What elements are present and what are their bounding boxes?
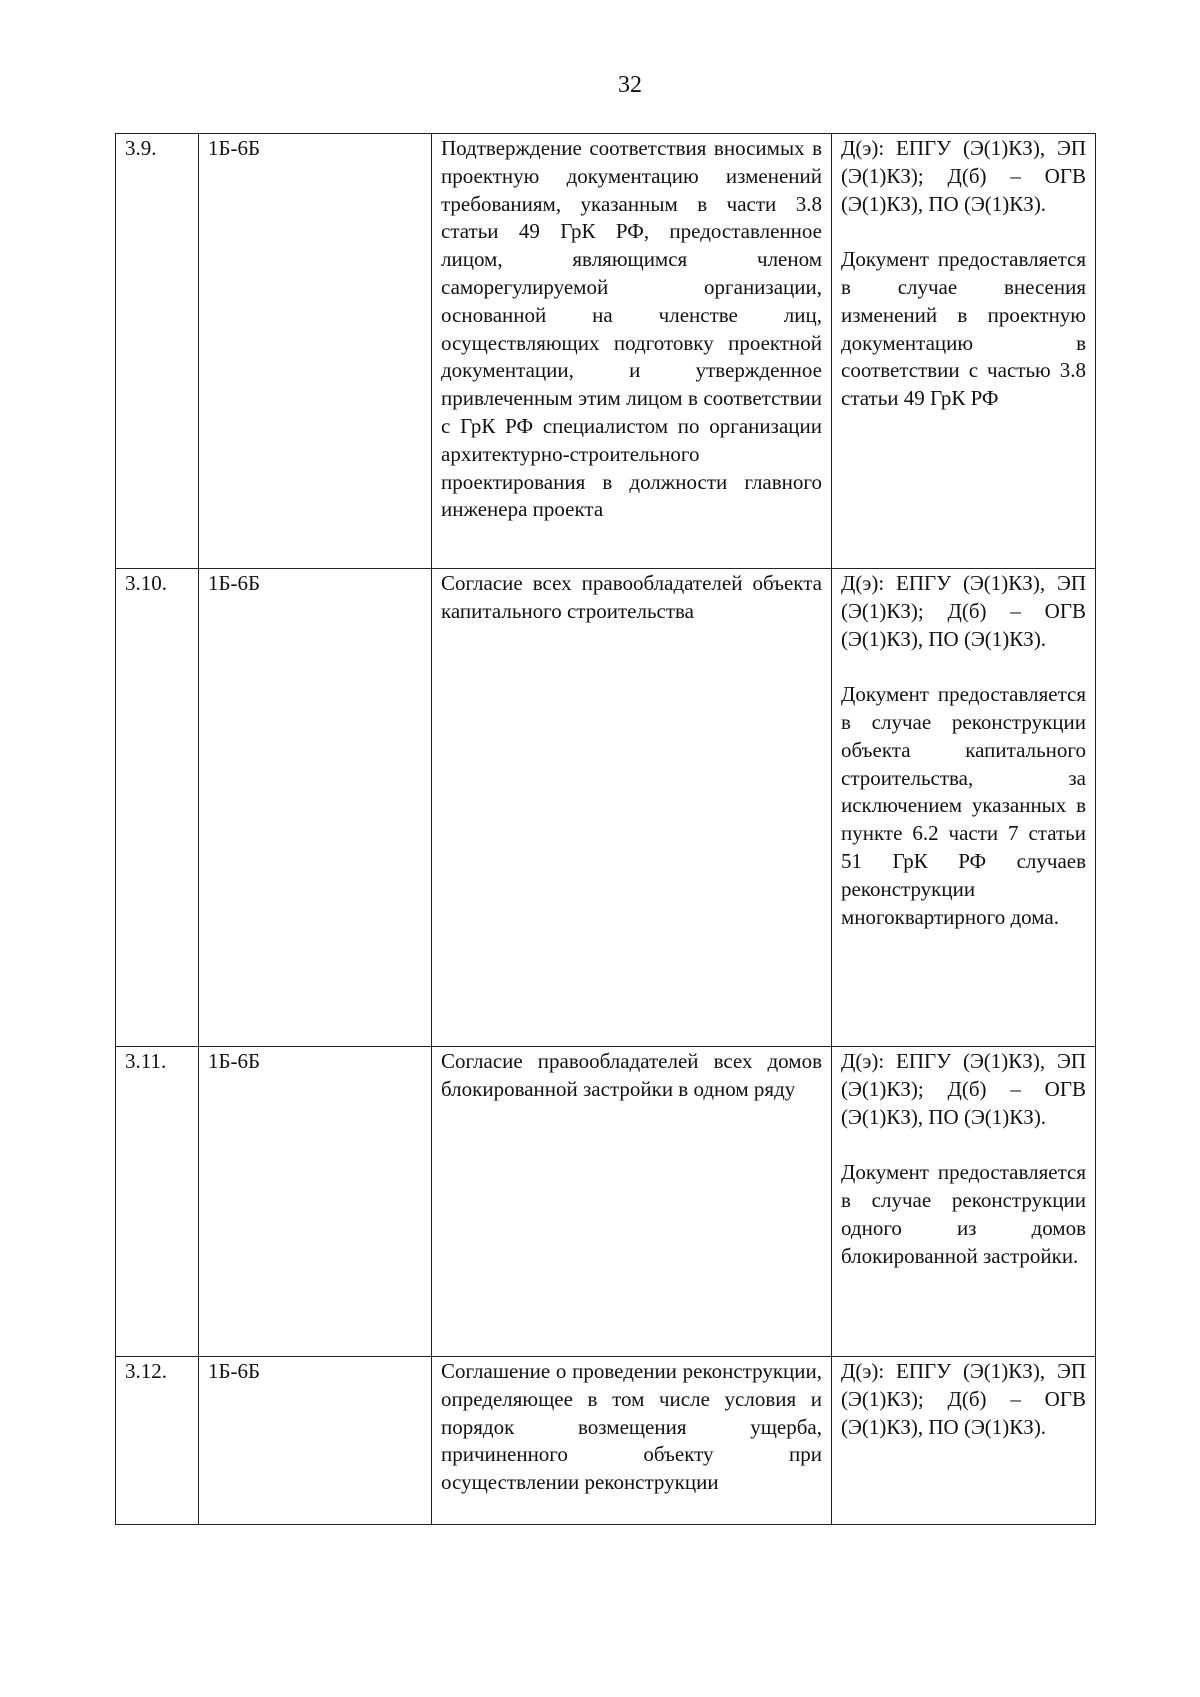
table-row	[116, 134, 1096, 569]
note-submission-channels: Д(э): ЕПГУ (Э(1)КЗ), ЭП (Э(1)КЗ); Д(б) – ОГВ (Э(1)КЗ), ПО (Э(1)КЗ).	[841, 136, 1086, 216]
row-note	[832, 1047, 1096, 1357]
row-number: 3.9.	[116, 134, 199, 569]
note-condition: Документ предоставляется в случае реконструкции одного из домов блокированной застройки.	[841, 1160, 1086, 1268]
row-number: 3.11.	[116, 1047, 199, 1357]
row-code: 1Б-6Б	[199, 134, 432, 569]
row-description: Подтверждение соответствия вносимых в проектную документацию изменений требованиям, указанным в части 3.8 статьи 49 ГрК РФ, предоставленное лицом, являющимся членом саморегулируемой организации, основанной на членстве лиц, осуществляющих подготовку проектной документации, и утвержденное привлеченным этим лицом в соответствии с ГрК РФ специалистом по организации архитектурно-строительного проектирования в должности главного инженера проекта	[432, 134, 832, 569]
row-description: Соглашение о проведении реконструкции, определяющее в том числе условия и порядок возмещения ущерба, причиненного объекту при осуществлении реконструкции	[432, 1357, 832, 1525]
row-description: Согласие всех правообладателей объекта капитального строительства	[432, 569, 832, 1047]
table-row	[116, 569, 1096, 1047]
note-submission-channels: Д(э): ЕПГУ (Э(1)КЗ), ЭП (Э(1)КЗ); Д(б) – ОГВ (Э(1)КЗ), ПО (Э(1)КЗ).	[841, 571, 1086, 651]
page-number: 32	[618, 72, 642, 98]
row-note	[832, 1357, 1096, 1525]
row-number: 3.12.	[116, 1357, 199, 1525]
row-code: 1Б-6Б	[199, 1047, 432, 1357]
documents-table	[115, 133, 1096, 1525]
note-condition: Документ предоставляется в случае внесения изменений в проектную документацию в соответствии с частью 3.8 статьи 49 ГрК РФ	[841, 247, 1086, 411]
table-row	[116, 1357, 1096, 1525]
row-note	[832, 569, 1096, 1047]
row-note	[832, 134, 1096, 569]
row-code: 1Б-6Б	[199, 569, 432, 1047]
note-submission-channels: Д(э): ЕПГУ (Э(1)КЗ), ЭП (Э(1)КЗ); Д(б) – ОГВ (Э(1)КЗ), ПО (Э(1)КЗ).	[841, 1049, 1086, 1129]
note-condition: Документ предоставляется в случае реконструкции объекта капитального строительства, за исключением указанных в пункте 6.2 части 7 статьи 51 ГрК РФ случаев реконструкции многоквартирного дома.	[841, 682, 1086, 929]
row-number: 3.10.	[116, 569, 199, 1047]
note-submission-channels: Д(э): ЕПГУ (Э(1)КЗ), ЭП (Э(1)КЗ); Д(б) – ОГВ (Э(1)КЗ), ПО (Э(1)КЗ).	[841, 1359, 1086, 1439]
row-description: Согласие правообладателей всех домов блокированной застройки в одном ряду	[432, 1047, 832, 1357]
row-code: 1Б-6Б	[199, 1357, 432, 1525]
table-row	[116, 1047, 1096, 1357]
